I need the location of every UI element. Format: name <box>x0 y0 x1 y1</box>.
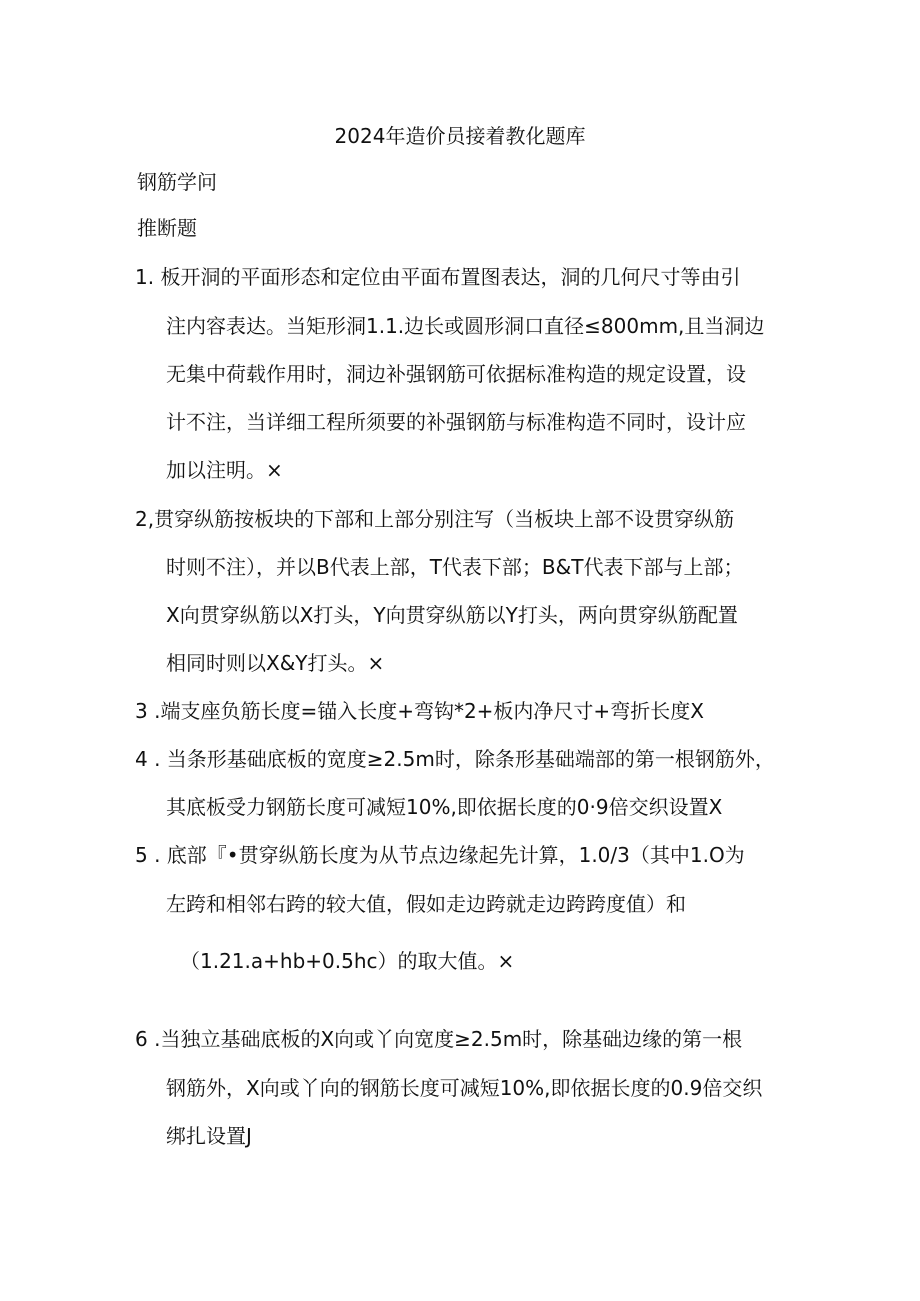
question-line: 时则不注），并以B代表上部，T代表下部；B&T代表下部与上部； <box>166 555 744 579</box>
question-line: 注内容表达。当矩形洞1.1.边长或圆形洞口直径≤800mm,且当洞边 <box>166 314 765 338</box>
subsection-heading: 推断题 <box>137 216 197 240</box>
question-line: 无集中荷载作用时，洞边补强钢筋可依据标准构造的规定设置，设 <box>166 362 746 386</box>
question-line: 4 . 当条形基础底板的宽度≥2.5m时，除条形基础端部的第一根钢筋外， <box>135 747 775 771</box>
question-line: X向贯穿纵筋以X打头，Y向贯穿纵筋以Y打头，两向贯穿纵筋配置 <box>166 603 738 627</box>
question-line: 钢筋外，X向或丫向的钢筋长度可减短10%,即依据长度的0.9倍交织 <box>166 1076 763 1100</box>
question-line: 5 . 底部『•贯穿纵筋长度为从节点边缘起先计算，1.0/3（其中1.O为 <box>135 843 745 867</box>
question-line: 绑扎设置J <box>166 1124 252 1148</box>
question-line: 计不注，当详细工程所须要的补强钢筋与标准构造不同时，设计应 <box>166 410 746 434</box>
question-line: 3 .端支座负筋长度=锚入长度+弯钩*2+板内净尺寸+弯折长度X <box>135 699 704 723</box>
question-line: 2,贯穿纵筋按板块的下部和上部分别注写（当板块上部不设贯穿纵筋 <box>135 507 735 531</box>
question-line: 加以注明。× <box>166 458 283 482</box>
section-heading: 钢筋学问 <box>137 170 217 194</box>
question-line: （1.21.a+hb+0.5hc）的取大值。× <box>180 949 515 973</box>
question-line: 相同时则以X&Y打头。× <box>166 651 385 675</box>
question-line: 其底板受力钢筋长度可减短10%,即依据长度的0·9倍交织设置X <box>166 795 723 819</box>
question-line: 6 .当独立基础底板的X向或丫向宽度≥2.5m时，除基础边缘的第一根 <box>135 1027 743 1051</box>
question-line: 1. 板开洞的平面形态和定位由平面布置图表达，洞的几何尺寸等由引 <box>135 265 741 289</box>
document-title: 2024年造价员接着教化题库 <box>334 124 586 148</box>
question-line: 左跨和相邻右跨的较大值，假如走边跨就走边跨跨度值）和 <box>166 892 686 916</box>
